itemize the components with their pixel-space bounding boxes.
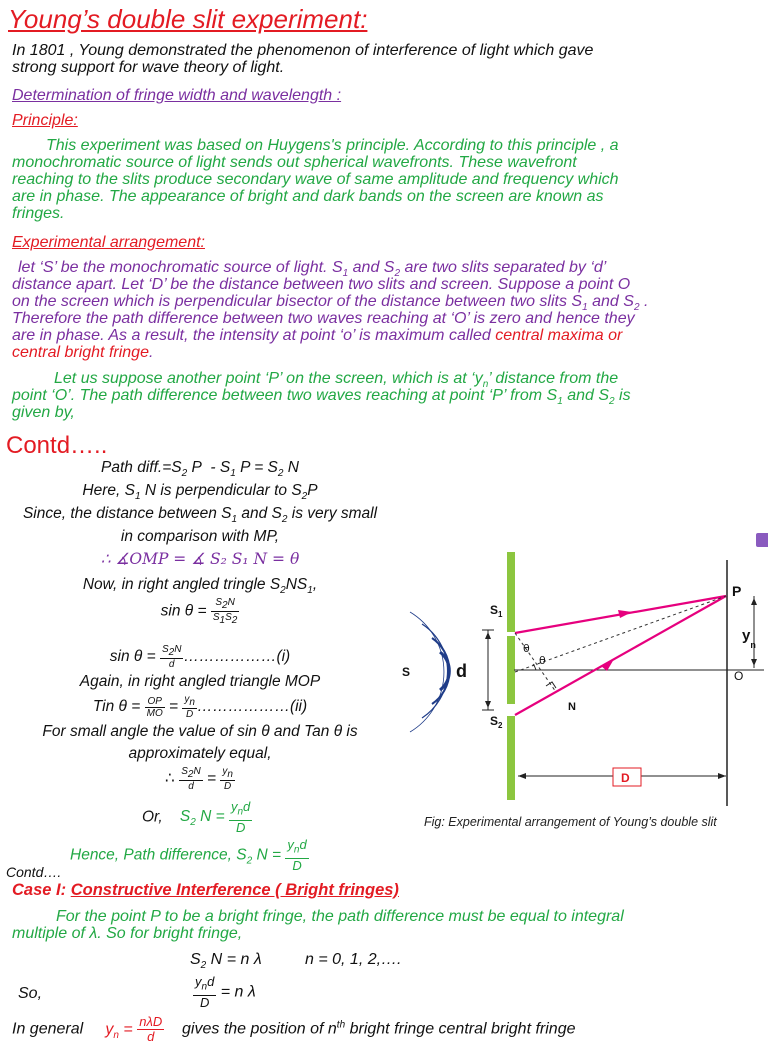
deriv-comparison: in comparison with MP, — [120, 528, 280, 545]
deriv-sin-2: sin θ = $\frac{S_2N}{d}$ ………………(i) — [109, 644, 291, 670]
arrangement-line-2: distance apart. Let ‘D’ be the distance between two slits and screen. Suppose a point O — [12, 276, 631, 293]
case1-line-1: For the point P to be a bright fringe, the path difference must be equal to integral — [56, 908, 624, 925]
corner-tab — [756, 533, 768, 547]
principle-line-5: fringes. — [12, 205, 65, 222]
deriv-or: Or, $S_2$ N = $\frac{y_nd}{D}$ — [142, 799, 251, 835]
slit-barrier-top — [507, 552, 515, 632]
deriv-hence: Hence, Path difference, $S_2$ N = $\frac{y_nd}{D}$ — [70, 837, 307, 873]
wavefronts — [410, 612, 449, 732]
case1-line-2: multiple of λ. So for bright fringe, — [12, 925, 243, 942]
contd-small: Contd…. — [6, 864, 62, 880]
suppose-line-1: Let us suppose another point ‘P’ on the screen, which is at ‘$y_n$’ distance from the — [54, 370, 619, 391]
so-label: So, — [18, 985, 43, 1002]
deriv-again: Again, in right angled triangle MOP — [79, 673, 321, 690]
principle-line-1: This experiment was based on Huygens's principle. According to this principle , a — [46, 137, 619, 154]
deriv-ratio: ∴ $\frac{S_2N}{d}$ = $\frac{y_n}{D}$ — [165, 766, 233, 792]
N-label: N — [568, 701, 576, 713]
d-label: d — [456, 661, 467, 681]
principle-line-3: reaching to the slits produce secondary wave of same amplitude and frequency which — [12, 171, 619, 188]
case1-heading: Case I: Constructive Interference ( Bright fringes) — [12, 881, 399, 899]
deriv-sin-1: sin θ = $\frac{S_2N}{S_1S_2}$ — [160, 597, 238, 626]
slit-barrier-middle — [507, 636, 515, 704]
arrangement-line-3: on the screen which is perpendicular bisector of the distance between two slits $S_1$ and $S_2$ . — [12, 293, 649, 314]
deriv-now-right: Now, in right angled tringle $S_2NS_1$, — [82, 576, 318, 597]
S1-label: $S_1$ — [490, 603, 503, 619]
principle-heading: Principle: — [12, 112, 78, 129]
suppose-line-3: given by, — [12, 404, 75, 421]
deriv-small-angle: For small angle the value of sin θ and Tan θ is — [42, 723, 358, 740]
n-values: n = 0, 1, 2,…. — [305, 951, 402, 968]
yn-label: $y_n$ — [742, 627, 756, 650]
dashed-mp-line — [515, 596, 726, 672]
arrangement-line-5: are in phase. As a result, the intensity at point ‘o’ is maximum called central maxima or — [12, 327, 623, 344]
double-slit-figure — [396, 540, 768, 810]
arrangement-line-4: Therefore the path difference between two waves reaching at ‘O’ is zero and hence they — [12, 310, 635, 327]
arrangement-line-1: let ‘S’ be the monochromatic source of light. $S_1$ and $S_2$ are two slits separated by ‘d’ — [18, 259, 607, 280]
deriv-tan: Tin θ = $\frac{OP}{MO}$ = $\frac{y_n}{D}$ ………………(ii) — [92, 694, 308, 720]
P-label: P — [732, 583, 742, 599]
slit-barrier-bottom — [507, 716, 515, 800]
deriv-angle-equation: ∴ ∡OMP = ∡ S₂ S₁ N = θ — [100, 550, 300, 568]
intro-line-1: In 1801 , Young demonstrated the phenomenon of interference of light which gave — [12, 42, 594, 59]
subheading: Determination of fringe width and wavelength : — [12, 87, 342, 104]
contd-heading: Contd….. — [6, 432, 108, 459]
D-label: D — [621, 771, 630, 785]
S2-label: $S_2$ — [490, 714, 503, 730]
intro-line-2: strong support for wave theory of light. — [12, 59, 285, 76]
principle-line-4: are in phase. The appearance of bright and dark bands on the screen are known as — [12, 188, 604, 205]
principle-line-2: monochromatic source of light sends out spherical wavefronts. These wavefront — [12, 154, 577, 171]
page-title: Young’s double slit experiment: — [8, 4, 368, 34]
arrangement-line-6: central bright fringe. — [12, 344, 154, 361]
O-label: O — [734, 669, 744, 683]
theta-label-1: θ — [523, 642, 530, 655]
deriv-approx: approximately equal, — [128, 745, 272, 762]
so-equation: $\frac{y_nd}{D}$ = n λ — [195, 974, 256, 1010]
S-label: S — [402, 665, 411, 679]
bright-equation: $S_2$ N = n λ — [190, 951, 262, 972]
theta-label-2: θ — [539, 654, 546, 667]
arrangement-heading: Experimental arrangement: — [12, 234, 205, 251]
figure-caption: Fig: Experimental arrangement of Young’s double slit — [424, 815, 717, 829]
suppose-line-2: point ‘O’. The path difference between two waves reaching at point ‘P’ from $S_1$ and $S_2$ is — [12, 387, 631, 408]
deriv-here: Here, $S_1$ N is perpendicular to $S_2P$ — [82, 482, 318, 503]
deriv-since: Since, the distance between $S_1$ and $S_2$ is very small — [22, 505, 378, 526]
general-line: In general $y_n$ = $\frac{\text{nλD}}{d}$ gives the position of $n^{th}$ bright fringe central bright fringe — [12, 1014, 576, 1044]
deriv-path-diff: Path $diff.=S_2$ P - $S_1$ $P = S_2$ N — [101, 459, 299, 480]
